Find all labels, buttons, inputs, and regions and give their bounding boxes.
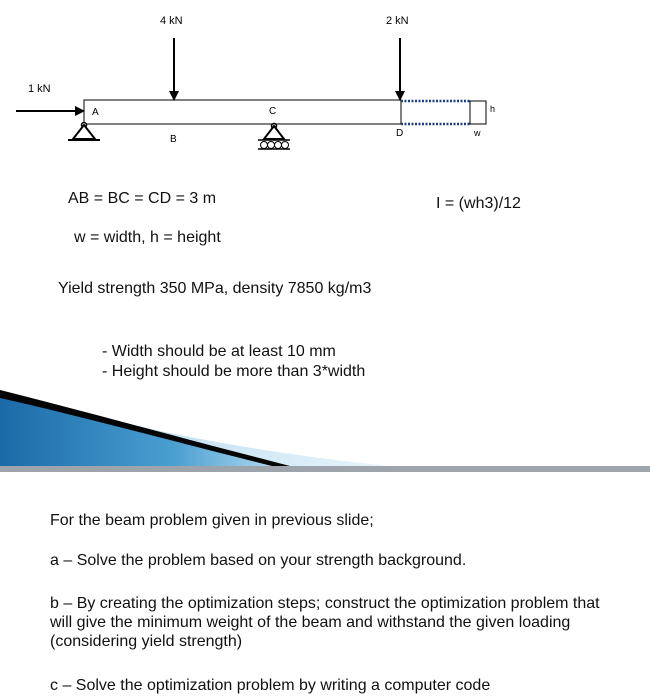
roller-support-c xyxy=(258,124,290,150)
pin-support-a xyxy=(68,123,100,141)
decorative-swoosh xyxy=(0,380,650,470)
label-b: B xyxy=(170,134,177,145)
constraint-width: - Width should be at least 10 mm xyxy=(102,343,336,360)
constraint-height: - Height should be more than 3*width xyxy=(102,363,366,380)
eq-lengths: AB = BC = CD = 3 m xyxy=(68,190,217,207)
label-w: w xyxy=(474,128,481,138)
slide-divider xyxy=(0,466,650,472)
load-label-4kn: 4 kN xyxy=(160,15,183,27)
question-c: c – Solve the optimization problem by writing a computer code xyxy=(50,677,491,694)
cross-section xyxy=(470,101,486,124)
label-d: D xyxy=(396,128,404,139)
question-b: b – By creating the optimization steps; construct the optimization problem that will give the minimum weight of the beam and withstand the given loading (considering yield strength) xyxy=(50,595,600,650)
eq-definitions: w = width, h = height xyxy=(74,229,221,246)
material-properties: Yield strength 350 MPa, density 7850 kg/m3 xyxy=(58,280,372,297)
beam-diagram xyxy=(0,0,650,170)
current-slide xyxy=(0,474,650,700)
eq-inertia: I = (wh3)/12 xyxy=(436,195,521,212)
load-label-1kn: 1 kN xyxy=(28,83,51,95)
question-a: a – Solve the problem based on your strength background. xyxy=(50,552,467,569)
load-label-2kn: 2 kN xyxy=(386,15,409,27)
beam xyxy=(84,100,401,124)
intro-text: For the beam problem given in previous slide; xyxy=(50,512,374,529)
label-h: h xyxy=(490,104,496,114)
label-c: C xyxy=(269,106,277,117)
label-a: A xyxy=(92,107,99,118)
